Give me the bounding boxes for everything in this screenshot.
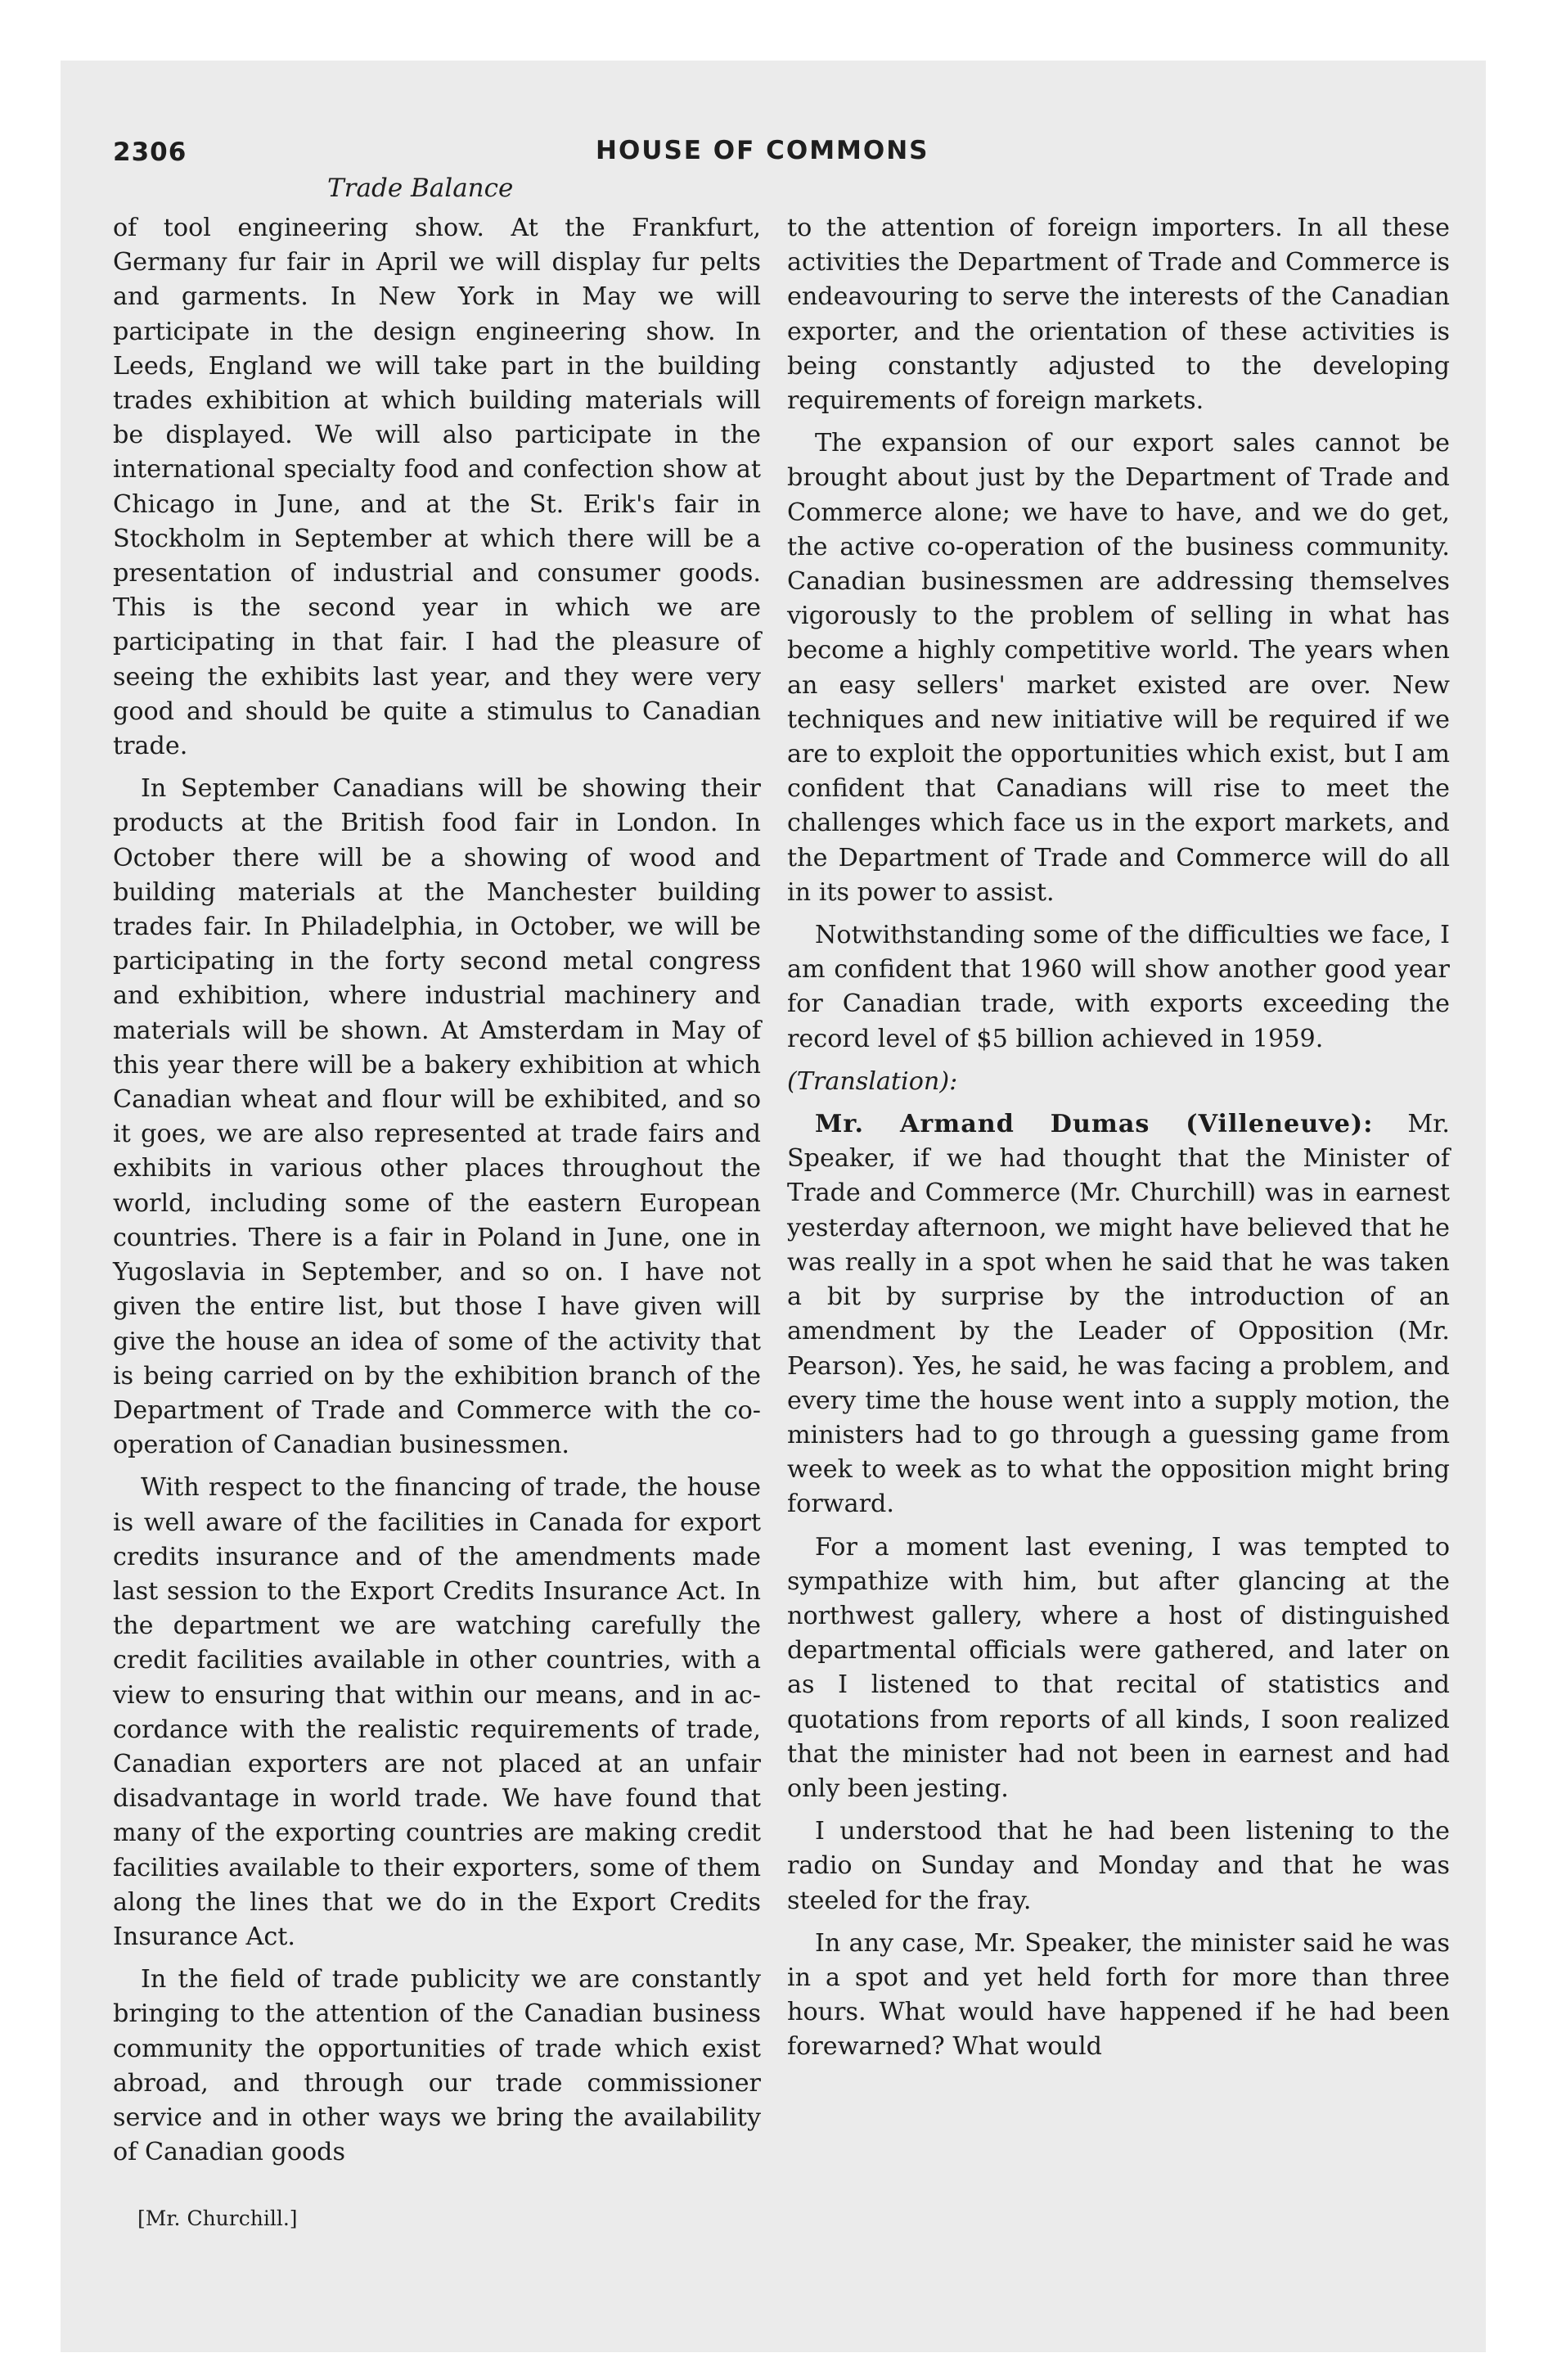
running-title: Trade Balance — [327, 174, 514, 203]
paragraph: Notwithstanding some of the difficulties we face, I am confident that 1960 will show another good year for Canadian trade, with exports exceeding the record level of $5 billion achieved in 1959. — [787, 921, 1450, 1053]
paragraph: to the attention of foreign importers. In all these activities the Department of Trade and Commerce is endeavouring to serve the interests of the Canadian exporter, and the orientation of these activities is being constantly adjusted to the developing requirements of foreign markets. — [787, 214, 1450, 416]
speaker-text: Mr. Speaker, if we had thought that the Minister of Trade and Commerce (Mr. Churchill) was in earnest yesterday afternoon, we might have believed that he was really in a spot when he said that he was taken a bit by surprise by the introduction of an amendment by the Leader of Opposition (Mr. Pearson). Yes, he said, he was facing a problem, and every time the house went into a supply motion, the ministers had to go through a guessing game from week to week as to what the opposition might bring forward. — [787, 1110, 1450, 1519]
paragraph: With respect to the financing of trade, the house is well aware of the facilities in Canada for export credits insurance and of the amendments made last session to the Export Credits Insurance Act. In the department we are watching carefully the credit facilities available in other countries, with a view to ensuring that within our means, and in accordance with the realistic requirements of trade, Canadian exporters are not placed at an unfair disadvantage in world trade. We have found that many of the exporting countries are making credit facilities available to their exporters, some of them along the lines that we do in the Export Credits Insurance Act. — [113, 1473, 761, 1951]
paragraph: I understood that he had been listening to the radio on Sunday and Monday and that he was steeled for the fray. — [787, 1817, 1450, 1915]
left-column — [113, 211, 761, 2178]
speaker-paragraph — [787, 1107, 1450, 1521]
paragraph: In the field of trade publicity we are constantly bringing to the attention of the Canadian business community the opportunities of trade which exist abroad, and through our trade commissioner service and in other ways we bring the availability of Canadian goods — [113, 1965, 761, 2167]
right-column — [787, 211, 1450, 2073]
translation-label: (Translation): — [787, 1066, 958, 1096]
paragraph: of tool engineering show. At the Frankfurt, Germany fur fair in April we will display fur pelts and garments. In New York in May we will participate in the design engineering show. In Leeds, England we will take part in the building trades exhibition at which building materials will be displayed. We will also participate in the international specialty food and confection show at Chicago in June, and at the St. Erik's fair in Stockholm in September at which there will be a presentation of industrial and consumer goods. This is the second year in which we are participating in that fair. I had the pleasure of seeing the exhibits last year, and they were very good and should be quite a stimulus to Canadian trade. — [113, 214, 761, 761]
footer-attribution: [Mr. Churchill.] — [137, 2206, 298, 2230]
paragraph: The expansion of our export sales cannot be brought about just by the Department of Trade and Commerce alone; we have to have, and we do get, the active co-operation of the business community. Canadian businessmen are addressing themselves vigorously to the problem of selling in what has become a highly competitive world. The years when an easy sellers' market existed are over. New techniques and new initiative will be required if we are to exploit the opportunities which exist, but I am confident that Canadians will rise to meet the challenges which face us in the export markets, and the Department of Trade and Commerce will do all in its power to assist. — [787, 429, 1450, 907]
paragraph: In September Canadians will be showing their products at the British food fair in London. In October there will be a showing of wood and building materials at the Manchester building trades fair. In Philadelphia, in October, we will be participating in the forty second metal congress and exhibition, where industrial machinery and materials will be shown. At Amsterdam in May of this year there will be a bakery exhibition at which Canadian wheat and flour will be exhibited, and so it goes, we are also represented at trade fairs and exhibits in various other places throughout the world, including some of the eastern European countries. There is a fair in Poland in June, one in Yugoslavia in September, and so on. I have not given the entire list, but those I have given will give the house an idea of some of the activity that is being carried on by the exhibition branch of the Department of Trade and Commerce with the co-operation of Canadian businessmen. — [113, 774, 761, 1460]
page-header-title: HOUSE OF COMMONS — [596, 136, 929, 165]
paragraph: In any case, Mr. Speaker, the minister said he was in a spot and yet held forth for more than three hours. What would have happened if he had been forewarned? What would — [787, 1928, 1450, 2062]
page-number: 2306 — [113, 137, 187, 167]
paragraph: For a moment last evening, I was tempted to sympathize with him, but after glancing at the northwest gallery, where a host of distinguished departmental officials were gathered, and later on as I listened to that recital of statistics and quotations from reports of all kinds, I soon realized that the minister had not been in earnest and had only been jesting. — [787, 1532, 1450, 1803]
speaker-name: Mr. Armand Dumas (Villeneuve): — [815, 1110, 1374, 1139]
